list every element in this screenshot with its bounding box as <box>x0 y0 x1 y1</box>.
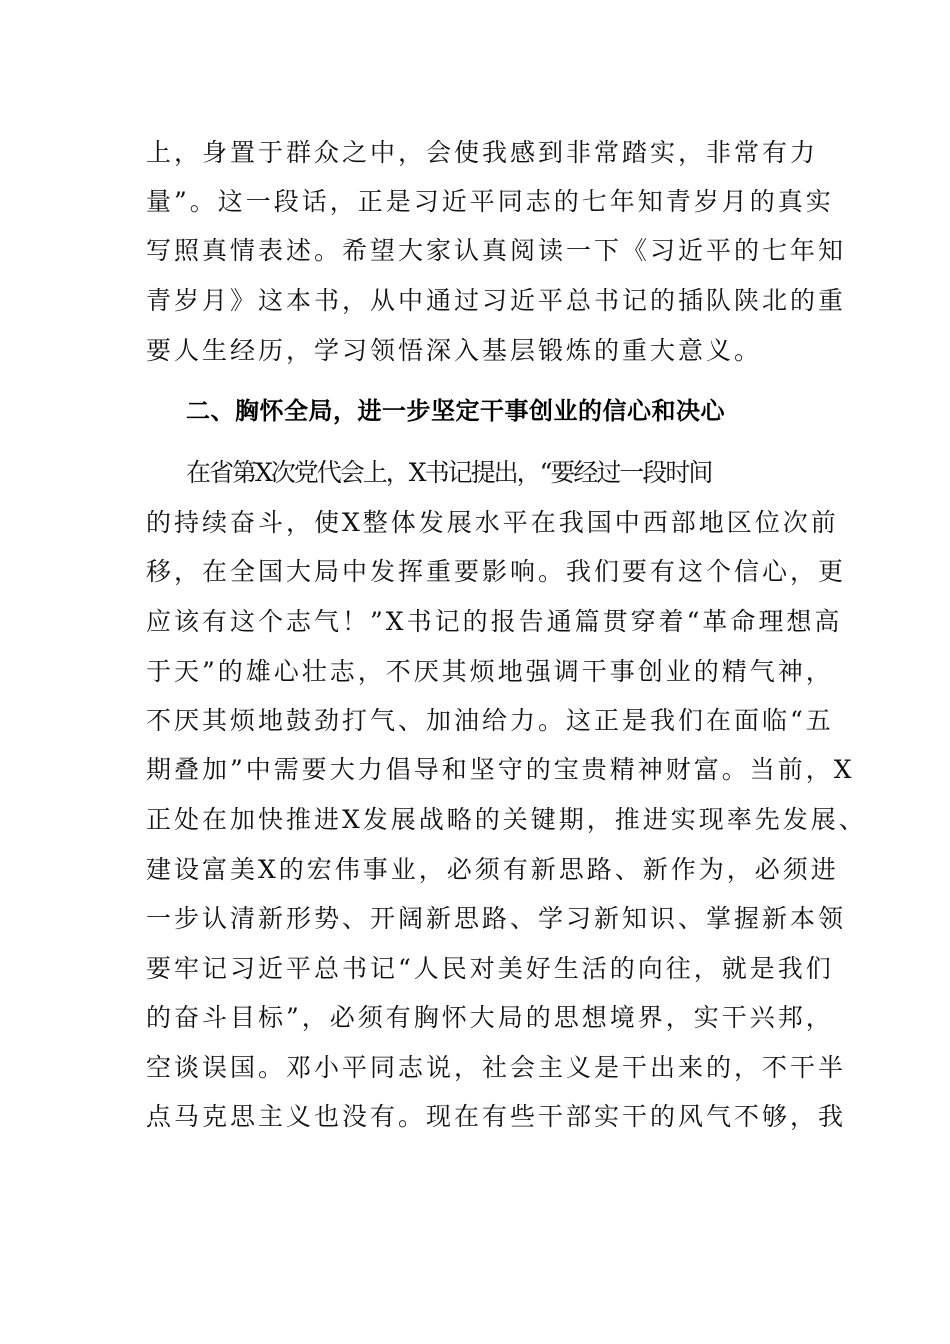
paragraph-line: 在省第X次党代会上，X书记提出，“要经过一段时间 <box>186 458 712 487</box>
paragraph-line: 的持续奋斗，使X整体发展水平在我国中西部地区位次前 <box>146 508 839 537</box>
paragraph-line: 建设富美X的宏伟事业，必须有新思路、新作为，必须进 <box>146 855 839 884</box>
paragraph-line: 上，身置于群众之中，会使我感到非常踏实，非常有力 <box>146 138 819 167</box>
paragraph-line: 期叠加”中需要大力倡导和坚守的宝贵精神财富。当前，X <box>146 755 855 784</box>
paragraph-line: 的奋斗目标”，必须有胸怀大局的思想境界，实干兴邦， <box>146 1003 834 1032</box>
paragraph-line: 于天”的雄心壮志，不厌其烦地强调干事创业的精气神， <box>146 657 834 686</box>
paragraph-line: 空谈误国。邓小平同志说，社会主义是干出来的，不干半 <box>146 1053 847 1082</box>
paragraph-line: 量”。这一段话，正是习近平同志的七年知青岁月的真实 <box>146 187 834 216</box>
paragraph-line: 点马克思主义也没有。现在有些干部实干的风气不够，我 <box>146 1102 847 1131</box>
paragraph-line: 正处在加快推进X发展战略的关键期，推进实现率先发展、 <box>146 805 867 834</box>
paragraph-line: 移，在全国大局中发挥重要影响。我们要有这个信心，更 <box>146 557 847 586</box>
paragraph-line: 应该有这个志气！”X书记的报告通篇贯穿着“革命理想高 <box>146 607 843 636</box>
paragraph-line: 不厌其烦地鼓劲打气、加油给力。这正是我们在面临“五 <box>146 706 834 735</box>
paragraph-line: 写照真情表述。希望大家认真阅读一下《习近平的七年知 <box>146 236 847 265</box>
paragraph-line: 要牢记习近平总书记“人民对美好生活的向往，就是我们 <box>146 954 834 983</box>
paragraph-line: 青岁月》这本书，从中通过习近平总书记的插队陕北的重 <box>146 286 847 315</box>
section-heading: 二、胸怀全局，进一步坚定干事创业的信心和决心 <box>186 397 725 425</box>
paragraph-line: 要人生经历，学习领悟深入基层锻炼的重大意义。 <box>146 336 763 365</box>
paragraph-line: 一步认清新形势、开阔新思路、学习新知识、掌握新本领 <box>146 904 847 933</box>
